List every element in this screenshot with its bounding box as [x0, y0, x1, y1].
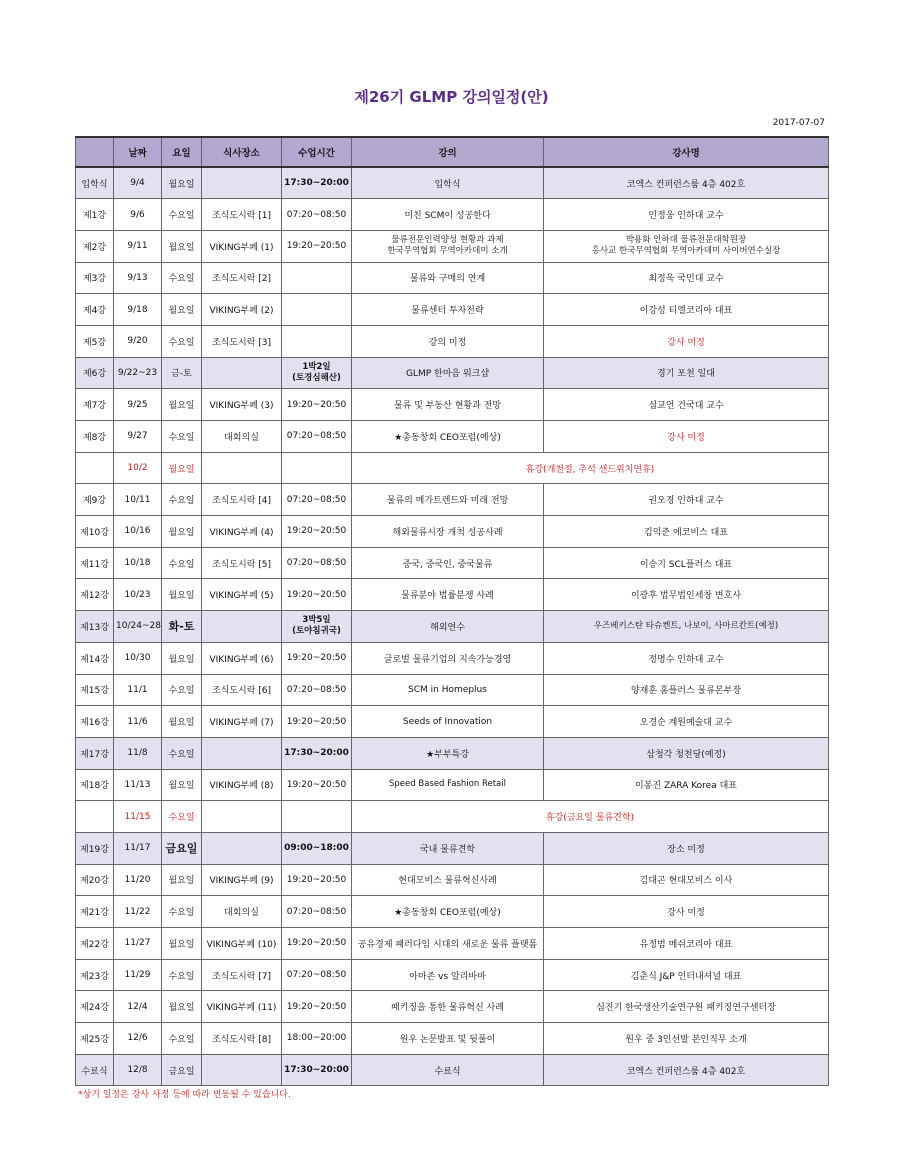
day-cell: 수요일 [162, 801, 202, 833]
meal-place-cell: 조식도시락 [5] [202, 547, 282, 579]
day-cell: 금요일 [162, 1054, 202, 1086]
class-time-cell [282, 294, 352, 326]
session-cell: 제15강 [76, 674, 114, 706]
date-cell: 10/24~28 [114, 611, 162, 643]
lecture-cell: 수료식 [352, 1054, 544, 1086]
meal-place-cell: 조식도시락 [4] [202, 484, 282, 516]
lecture-cell: 글로벌 물류기업의 지속가능경영 [352, 642, 544, 674]
class-time-cell: 07:20~08:50 [282, 896, 352, 928]
table-row [76, 547, 829, 579]
table-row [76, 389, 829, 421]
session-cell: 제2강 [76, 230, 114, 262]
table-row [76, 484, 829, 516]
meal-place-cell [202, 357, 282, 389]
table-row [76, 706, 829, 738]
date-cell: 11/20 [114, 864, 162, 896]
day-cell: 월요일 [162, 230, 202, 262]
date-cell: 9/4 [114, 167, 162, 199]
lecturer-cell: 심진기 한국생산기술연구원 패키징연구센터장 [544, 991, 829, 1023]
schedule-table [75, 136, 829, 1086]
day-cell: 수요일 [162, 199, 202, 231]
class-time-cell: 17:30~20:00 [282, 1054, 352, 1086]
date-cell: 11/17 [114, 832, 162, 864]
document-date: 2017-07-07 [772, 118, 825, 128]
table-row [76, 167, 829, 199]
meal-place-cell: 조식도시락 [7] [202, 959, 282, 991]
meal-place-cell: 대회의실 [202, 896, 282, 928]
date-cell: 11/27 [114, 928, 162, 960]
class-time-cell: 19:20~20:50 [282, 928, 352, 960]
holiday-notice-cell: 휴강(개천절, 추석 샌드위치연휴) [352, 452, 829, 484]
table-header-row [76, 137, 829, 167]
date-cell: 9/6 [114, 199, 162, 231]
day-cell: 월요일 [162, 642, 202, 674]
meal-place-cell: VIKING부페 (1) [202, 230, 282, 262]
meal-place-cell: 대회의실 [202, 421, 282, 453]
class-time-cell: 19:20~20:50 [282, 516, 352, 548]
meal-place-cell: 조식도시락 [8] [202, 1023, 282, 1055]
meal-place-cell: VIKING부페 (2) [202, 294, 282, 326]
date-cell: 10/11 [114, 484, 162, 516]
meal-place-cell: VIKING부페 (6) [202, 642, 282, 674]
meal-place-cell: 조식도시락 [1] [202, 199, 282, 231]
lecture-cell: ★총동창회 CEO포럼(예상) [352, 421, 544, 453]
table-row [76, 864, 829, 896]
meal-place-cell: 조식도시락 [2] [202, 262, 282, 294]
day-cell: 수요일 [162, 896, 202, 928]
session-cell: 제7강 [76, 389, 114, 421]
date-cell: 9/22~23 [114, 357, 162, 389]
table-row [76, 294, 829, 326]
date-cell: 11/6 [114, 706, 162, 738]
day-cell: 월요일 [162, 579, 202, 611]
lecture-cell: 물류전문인력양성 현황과 과제 한국무역협회 무역아카데미 소개 [352, 230, 544, 262]
lecturer-cell: 민정웅 인하대 교수 [544, 199, 829, 231]
lecture-cell: 강의 미정 [352, 325, 544, 357]
table-row [76, 230, 829, 262]
lecturer-cell: 최정욱 국민대 교수 [544, 262, 829, 294]
class-time-cell: 19:20~20:50 [282, 642, 352, 674]
meal-place-cell [202, 167, 282, 199]
table-row [76, 1023, 829, 1055]
meal-place-cell: 조식도시락 [6] [202, 674, 282, 706]
lecturer-cell: 우즈베키스탄 타슈켄트, 나보이, 사마르칸트(예정) [544, 611, 829, 643]
lecturer-cell: 코엑스 컨퍼런스룸 4층 402호 [544, 1054, 829, 1086]
class-time-cell [282, 325, 352, 357]
day-cell: 수요일 [162, 262, 202, 294]
lecture-cell: 현대모비스 물류혁신사례 [352, 864, 544, 896]
class-time-cell [282, 452, 352, 484]
date-cell: 10/18 [114, 547, 162, 579]
class-time-cell: 19:20~20:50 [282, 706, 352, 738]
table-row [76, 769, 829, 801]
lecture-cell: 물류의 메가트렌드와 미래 전망 [352, 484, 544, 516]
day-cell: 금-토 [162, 357, 202, 389]
session-cell: 제13강 [76, 611, 114, 643]
class-time-cell: 19:20~20:50 [282, 769, 352, 801]
class-time-cell: 3박5일 (토야침귀국) [282, 611, 352, 643]
lecture-cell: 아마존 vs 알리바바 [352, 959, 544, 991]
lecture-cell: Speed Based Fashion Retail [352, 769, 544, 801]
session-cell: 제25강 [76, 1023, 114, 1055]
session-cell: 수료식 [76, 1054, 114, 1086]
class-time-cell: 19:20~20:50 [282, 230, 352, 262]
class-time-cell [282, 262, 352, 294]
lecture-cell: 원우 논문발표 및 뒷풀이 [352, 1023, 544, 1055]
table-row [76, 801, 829, 833]
meal-place-cell [202, 801, 282, 833]
lecturer-cell: 권오경 인하대 교수 [544, 484, 829, 516]
lecturer-cell: 심교언 건국대 교수 [544, 389, 829, 421]
class-time-cell: 07:20~08:50 [282, 959, 352, 991]
session-cell: 제5강 [76, 325, 114, 357]
meal-place-cell: VIKING부페 (7) [202, 706, 282, 738]
class-time-cell [282, 801, 352, 833]
meal-place-cell [202, 452, 282, 484]
day-cell: 수요일 [162, 421, 202, 453]
date-cell: 10/23 [114, 579, 162, 611]
session-cell: 제12강 [76, 579, 114, 611]
class-time-cell: 18:00~20:00 [282, 1023, 352, 1055]
table-row [76, 737, 829, 769]
day-cell: 월요일 [162, 928, 202, 960]
class-time-cell: 07:20~08:50 [282, 421, 352, 453]
header-lecture: 강의 [352, 137, 544, 167]
table-row [76, 516, 829, 548]
lecturer-cell: 김익준 에코비스 대표 [544, 516, 829, 548]
lecturer-cell: 김춘식 J&P 인터내셔널 대표 [544, 959, 829, 991]
class-time-cell: 17:30~20:00 [282, 737, 352, 769]
date-cell: 9/11 [114, 230, 162, 262]
table-row [76, 928, 829, 960]
class-time-cell: 19:20~20:50 [282, 389, 352, 421]
day-cell: 수요일 [162, 1023, 202, 1055]
lecture-cell: 해외연수 [352, 611, 544, 643]
lecturer-cell: 이강성 티엘코리아 대표 [544, 294, 829, 326]
lecture-cell: ★총동창회 CEO포럼(예상) [352, 896, 544, 928]
session-cell: 제23강 [76, 959, 114, 991]
date-cell: 9/20 [114, 325, 162, 357]
session-cell [76, 801, 114, 833]
day-cell: 수요일 [162, 737, 202, 769]
header-class-time: 수업시간 [282, 137, 352, 167]
lecture-cell: GLMP 한마음 워크샵 [352, 357, 544, 389]
lecturer-cell: 강사 미정 [544, 421, 829, 453]
session-cell: 제14강 [76, 642, 114, 674]
class-time-cell: 19:20~20:50 [282, 991, 352, 1023]
session-cell: 입학식 [76, 167, 114, 199]
date-cell: 10/30 [114, 642, 162, 674]
date-cell: 12/8 [114, 1054, 162, 1086]
session-cell: 제20강 [76, 864, 114, 896]
table-row [76, 896, 829, 928]
meal-place-cell [202, 832, 282, 864]
day-cell: 수요일 [162, 325, 202, 357]
meal-place-cell: VIKING부페 (8) [202, 769, 282, 801]
session-cell: 제10강 [76, 516, 114, 548]
lecture-cell: 물류 및 부동산 현황과 전망 [352, 389, 544, 421]
day-cell: 수요일 [162, 484, 202, 516]
lecturer-cell: 강사 미정 [544, 325, 829, 357]
lecture-cell: 물류분야 법률분쟁 사례 [352, 579, 544, 611]
table-row [76, 357, 829, 389]
lecture-cell: ★부부특강 [352, 737, 544, 769]
date-cell: 11/13 [114, 769, 162, 801]
table-row [76, 421, 829, 453]
schedule-body [76, 167, 829, 1086]
date-cell: 11/22 [114, 896, 162, 928]
day-cell: 수요일 [162, 674, 202, 706]
date-cell: 12/4 [114, 991, 162, 1023]
class-time-cell: 07:20~08:50 [282, 547, 352, 579]
meal-place-cell [202, 1054, 282, 1086]
class-time-cell: 07:20~08:50 [282, 484, 352, 516]
day-cell: 화-토 [162, 611, 202, 643]
page-title: 제26기 GLMP 강의일정(안) [354, 88, 549, 106]
lecturer-cell: 코엑스 컨퍼런스룸 4층 402호 [544, 167, 829, 199]
lecturer-cell: 정명수 인하대 교수 [544, 642, 829, 674]
session-cell: 제22강 [76, 928, 114, 960]
table-row [76, 991, 829, 1023]
meal-place-cell: VIKING부페 (10) [202, 928, 282, 960]
lecturer-cell: 삼청각 청천당(예정) [544, 737, 829, 769]
lecturer-cell: 양재훈 홈플러스 물류본부장 [544, 674, 829, 706]
table-row [76, 832, 829, 864]
lecturer-cell: 원우 중 3인선발 본인직무 소개 [544, 1023, 829, 1055]
session-cell [76, 452, 114, 484]
session-cell: 제1강 [76, 199, 114, 231]
lecturer-cell: 이광후 법무법인세창 변호사 [544, 579, 829, 611]
day-cell: 금요일 [162, 832, 202, 864]
session-cell: 제16강 [76, 706, 114, 738]
lecture-cell: 미친 SCM이 성공한다 [352, 199, 544, 231]
lecture-cell: SCM in Homeplus [352, 674, 544, 706]
date-cell: 10/2 [114, 452, 162, 484]
table-row [76, 452, 829, 484]
table-row [76, 959, 829, 991]
class-time-cell: 19:20~20:50 [282, 579, 352, 611]
class-time-cell: 07:20~08:50 [282, 674, 352, 706]
session-cell: 제19강 [76, 832, 114, 864]
meal-place-cell: VIKING부페 (5) [202, 579, 282, 611]
header-session [76, 137, 114, 167]
meal-place-cell: VIKING부페 (4) [202, 516, 282, 548]
date-cell: 9/27 [114, 421, 162, 453]
table-row [76, 199, 829, 231]
lecturer-cell: 이봉진 ZARA Korea 대표 [544, 769, 829, 801]
meal-place-cell [202, 737, 282, 769]
lecture-cell: 공유경제 패러다임 시대의 새로운 물류 플랫폼 [352, 928, 544, 960]
date-cell: 11/29 [114, 959, 162, 991]
lecturer-cell: 박용화 인하대 물류전문대학원장 홍사교 한국무역협회 무역아카데미 사이버연수실장 [544, 230, 829, 262]
lecture-cell: 중국, 중국인, 중국물류 [352, 547, 544, 579]
header-meal-place: 식사장소 [202, 137, 282, 167]
lecture-cell: 물류센터 투자전략 [352, 294, 544, 326]
meal-place-cell: VIKING부페 (11) [202, 991, 282, 1023]
meal-place-cell: VIKING부페 (3) [202, 389, 282, 421]
lecture-cell: 입학식 [352, 167, 544, 199]
lecturer-cell: 이승기 SCL플러스 대표 [544, 547, 829, 579]
table-row [76, 674, 829, 706]
lecturer-cell: 김대곤 현대모비스 이사 [544, 864, 829, 896]
day-cell: 월요일 [162, 389, 202, 421]
lecturer-cell: 경기 포천 일대 [544, 357, 829, 389]
class-time-cell: 09:00~18:00 [282, 832, 352, 864]
date-cell: 9/25 [114, 389, 162, 421]
session-cell: 제17강 [76, 737, 114, 769]
class-time-cell: 07:20~08:50 [282, 199, 352, 231]
lecturer-cell: 오경순 계원예술대 교수 [544, 706, 829, 738]
day-cell: 수요일 [162, 959, 202, 991]
table-row [76, 1054, 829, 1086]
lecturer-cell: 유정범 메쉬코리아 대표 [544, 928, 829, 960]
class-time-cell: 17:30~20:00 [282, 167, 352, 199]
lecture-cell: Seeds of Innovation [352, 706, 544, 738]
date-cell: 11/15 [114, 801, 162, 833]
lecturer-cell: 강사 미정 [544, 896, 829, 928]
session-cell: 제18강 [76, 769, 114, 801]
table-row [76, 325, 829, 357]
header-date: 날짜 [114, 137, 162, 167]
day-cell: 월요일 [162, 167, 202, 199]
footnote: *상기 일정은 강사 사정 등에 따라 변동될 수 있습니다. [78, 1090, 291, 1100]
meal-place-cell: VIKING부페 (9) [202, 864, 282, 896]
date-cell: 12/6 [114, 1023, 162, 1055]
day-cell: 월요일 [162, 294, 202, 326]
day-cell: 월요일 [162, 864, 202, 896]
session-cell: 제24강 [76, 991, 114, 1023]
table-row [76, 579, 829, 611]
meal-place-cell [202, 611, 282, 643]
lecture-cell: 해외물류시장 개척 성공사례 [352, 516, 544, 548]
meal-place-cell: 조식도시락 [3] [202, 325, 282, 357]
day-cell: 월요일 [162, 516, 202, 548]
day-cell: 월요일 [162, 991, 202, 1023]
day-cell: 월요일 [162, 452, 202, 484]
lecture-cell: 물류와 구매의 연계 [352, 262, 544, 294]
date-cell: 10/16 [114, 516, 162, 548]
holiday-notice-cell: 휴강(금요일 물류견학) [352, 801, 829, 833]
session-cell: 제4강 [76, 294, 114, 326]
session-cell: 제21강 [76, 896, 114, 928]
session-cell: 제8강 [76, 421, 114, 453]
class-time-cell: 1박2일 (토경심해산) [282, 357, 352, 389]
header-lecturer: 강사명 [544, 137, 829, 167]
header-day: 요일 [162, 137, 202, 167]
session-cell: 제9강 [76, 484, 114, 516]
date-cell: 11/1 [114, 674, 162, 706]
session-cell: 제3강 [76, 262, 114, 294]
class-time-cell: 19:20~20:50 [282, 864, 352, 896]
lecture-cell: 국내 물류견학 [352, 832, 544, 864]
lecture-cell: 패키징을 통한 물류혁신 사례 [352, 991, 544, 1023]
date-cell: 9/18 [114, 294, 162, 326]
session-cell: 제6강 [76, 357, 114, 389]
date-cell: 9/13 [114, 262, 162, 294]
date-cell: 11/8 [114, 737, 162, 769]
table-row [76, 611, 829, 643]
lecturer-cell: 장소 미정 [544, 832, 829, 864]
day-cell: 월요일 [162, 706, 202, 738]
table-row [76, 642, 829, 674]
session-cell: 제11강 [76, 547, 114, 579]
day-cell: 월요일 [162, 769, 202, 801]
day-cell: 수요일 [162, 547, 202, 579]
table-row [76, 262, 829, 294]
